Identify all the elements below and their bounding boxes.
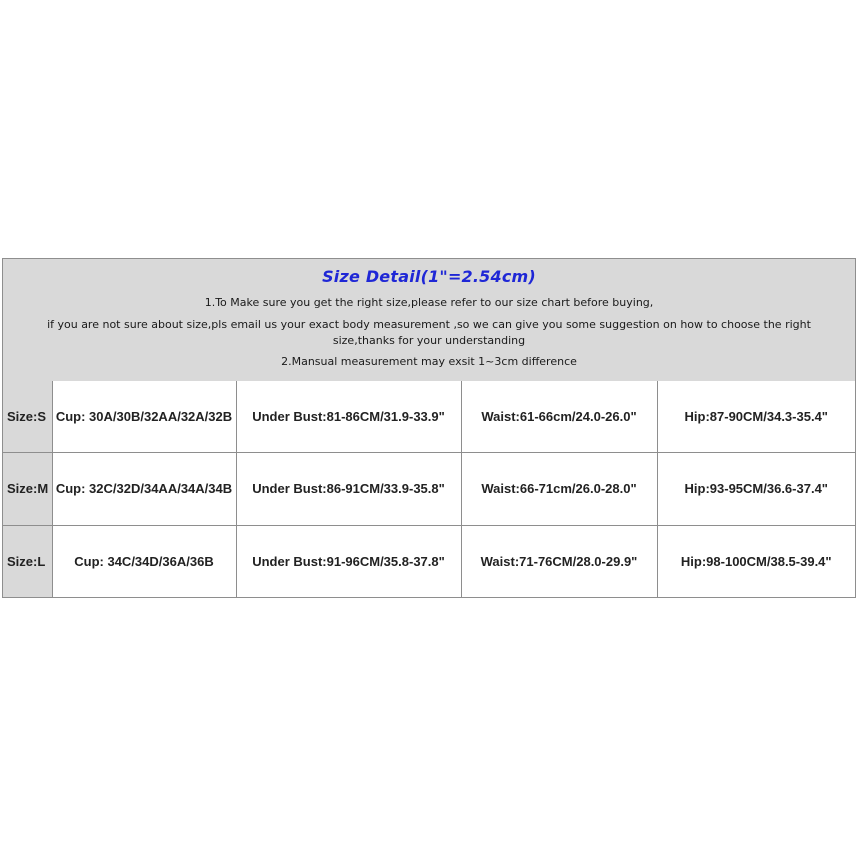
hip-cell: Hip:93-95CM/36.6-37.4" [657, 453, 855, 525]
size-chart [2, 258, 856, 598]
size-label: Size:L [3, 525, 52, 597]
cup-cell: Cup: 32C/32D/34AA/34A/34B [52, 453, 236, 525]
size-label: Size:M [3, 453, 52, 525]
size-label: Size:S [3, 381, 52, 453]
under-bust-cell: Under Bust:86-91CM/33.9-35.8" [236, 453, 461, 525]
chart-header [3, 259, 855, 381]
table-row [3, 381, 855, 453]
under-bust-cell: Under Bust:91-96CM/35.8-37.8" [236, 525, 461, 597]
note-measurement-difference: 2.Mansual measurement may exsit 1~3cm difference [281, 355, 577, 368]
chart-title: Size Detail(1"=2.54cm) [322, 267, 536, 286]
note-size-advice: 1.To Make sure you get the right size,please refer to our size chart before buying, [204, 296, 654, 309]
under-bust-cell: Under Bust:81-86CM/31.9-33.9" [236, 381, 461, 453]
waist-cell: Waist:61-66cm/24.0-26.0" [461, 381, 657, 453]
note-email-advice: if you are not sure about size,pls email us your exact body measurement ,so we can give you some suggestion on how to choose the right size,thanks for your understanding [47, 318, 811, 347]
table-row [3, 453, 855, 525]
hip-cell: Hip:98-100CM/38.5-39.4" [657, 525, 855, 597]
hip-cell: Hip:87-90CM/34.3-35.4" [657, 381, 855, 453]
cup-cell: Cup: 34C/34D/36A/36B [52, 525, 236, 597]
waist-cell: Waist:71-76CM/28.0-29.9" [461, 525, 657, 597]
cup-cell: Cup: 30A/30B/32AA/32A/32B [52, 381, 236, 453]
size-table [3, 381, 855, 597]
waist-cell: Waist:66-71cm/26.0-28.0" [461, 453, 657, 525]
table-row [3, 525, 855, 597]
